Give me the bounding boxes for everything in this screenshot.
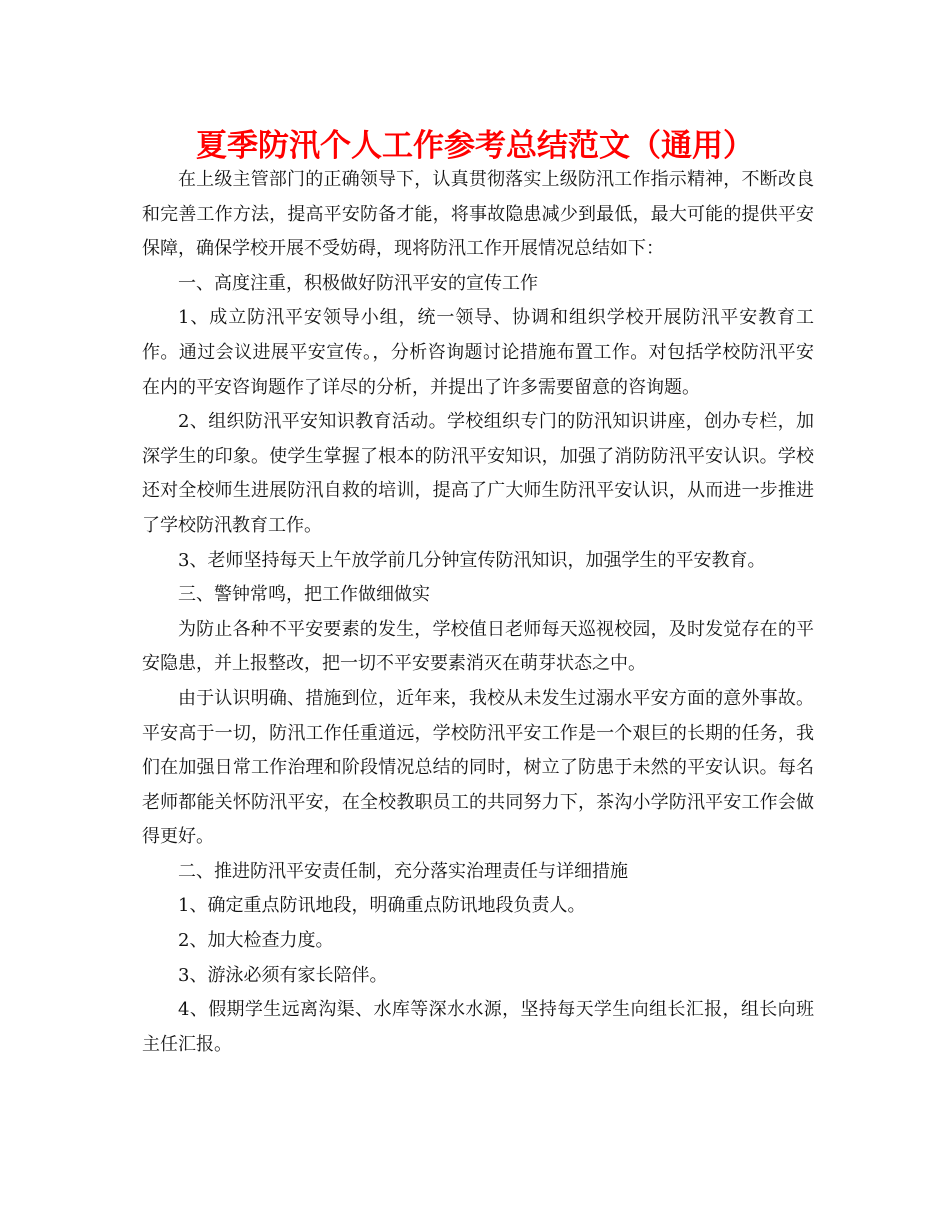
paragraph-intro: 在上级主管部门的正确领导下，认真贯彻落实上级防汛工作指示精神，不断改良和完善工作方法，提高平安防备才能，将事故隐患减少到最低，最大可能的提供平安保障，确保学校开展不受妨碍，现将防汛工作开展情况总结如下： [142,169,814,260]
paragraph-item: 2、加大检查力度。 [178,930,334,952]
paragraph: 由于认识明确、措施到位，近年来，我校从未发生过溺水平安方面的意外事故。平安高于一切，防汛工作任重道远，学校防汛平安工作是一个艰巨的长期的任务，我们在加强日常工作治理和阶段情况总结的同时，树立了防患于未然的平安认识。每名老师都能关怀防汛平安，在全校教职员工的共同努力下，茶沟小学防汛平安工作会做得更好。 [142,687,814,848]
document-body [142,163,814,1062]
paragraph-item: 3、游泳必须有家长陪伴。 [178,964,388,986]
section-heading-2: 二、推进防汛平安责任制，充分落实治理责任与详细措施 [178,860,628,882]
section-heading-3: 三、警钟常鸣，把工作做细做实 [178,584,430,606]
paragraph-item: 4、假期学生远离沟渠、水库等深水水源，坚持每天学生向组长汇报，组长向班主任汇报。 [142,999,814,1055]
paragraph-item: 3、老师坚持每天上午放学前几分钟宣传防汛知识，加强学生的平安教育。 [178,549,766,571]
paragraph-item: 1、成立防汛平安领导小组，统一领导、协调和组织学校开展防汛平安教育工作。通过会议进展平安宣传。，分析咨询题讨论措施布置工作。对包括学校防汛平安在内的平安咨询题作了详尽的分析，并提出了许多需要留意的咨询题。 [142,307,814,398]
paragraph-item: 2、组织防汛平安知识教育活动。学校组织专门的防汛知识讲座，创办专栏，加深学生的印象。使学生掌握了根本的防汛平安知识，加强了消防防汛平安认识。学校还对全校师生进展防汛自救的培训，提高了广大师生防汛平安认识，从而进一步推进了学校防汛教育工作。 [142,411,814,536]
document-title: 夏季防汛个人工作参考总结范文（通用） [196,128,754,164]
paragraph-item: 1、确定重点防讯地段，明确重点防讯地段负责人。 [178,895,586,917]
paragraph: 为防止各种不平安要素的发生，学校值日老师每天巡视校园，及时发觉存在的平安隐患，并上报整改，把一切不平安要素消灭在萌芽状态之中。 [142,618,814,675]
section-heading-1: 一、高度注重，积极做好防汛平安的宣传工作 [178,272,538,294]
